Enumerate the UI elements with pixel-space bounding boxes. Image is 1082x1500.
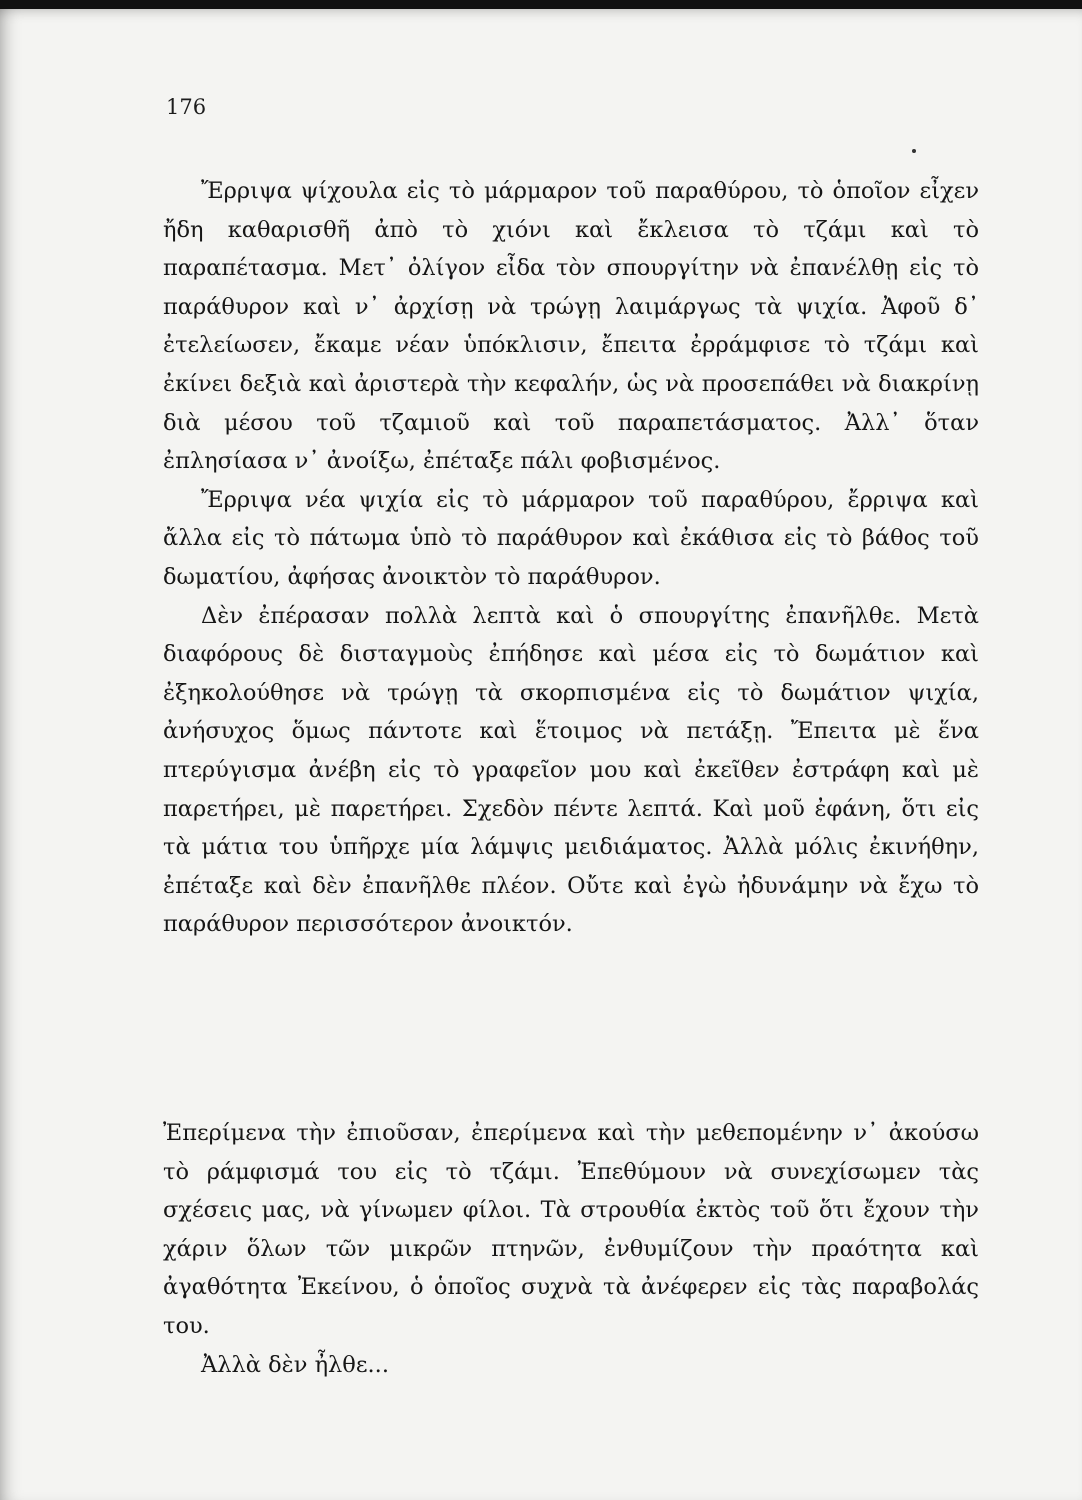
text-section-1 [163, 172, 979, 944]
page-number: 176 [166, 95, 207, 119]
paragraph: Δὲν ἐπέρασαν πολλὰ λεπτὰ καὶ ὁ σπουργίτης ἐπανῆλθε. Μετὰ διαφόρους δὲ δισταγμοὺς ἐπήδησε καὶ μέσα εἰς τὸ δωμάτιον καὶ ἐξηκολούθησε νὰ τρώγῃ τὰ σκορπισμένα εἰς τὸ δωμάτιον ψιχία, ἀνήσυχος ὅμως πάντοτε καὶ ἕτοιμος νὰ πετάξῃ. Ἔπειτα μὲ ἕνα πτερύγισμα ἀνέβη εἰς τὸ γραφεῖον μου καὶ ἐκεῖθεν ἐστράφη καὶ μὲ παρετήρει, μὲ παρετήρει. Σχεδὸν πέντε λεπτά. Καὶ μοῦ ἐφάνη, ὅτι εἰς τὰ μάτια του ὑπῆρχε μία λάμψις μειδιάματος. Ἀλλὰ μόλις ἐκινήθην, ἐπέταξε καὶ δὲν ἐπανῆλθε πλέον. Οὔτε καὶ ἐγὼ ἠδυνάμην νὰ ἔχω τὸ παράθυρον περισσότερον ἀνοικτόν. [163, 602, 979, 938]
paragraph: Ἐπερίμενα τὴν ἐπιοῦσαν, ἐπερίμενα καὶ τὴν μεθεπομένην ν᾽ ἀκούσω τὸ ράμφισμά του εἰς τὸ τζάμι. Ἐπεθύμουν νὰ συνεχίσωμεν τὰς σχέσεις μας, νὰ γίνωμεν φίλοι. Τὰ στρουθία ἐκτὸς τοῦ ὅτι ἔχουν τὴν χάριν ὅλων τῶν μικρῶν πτηνῶν, ἐνθυμίζουν τὴν πραότητα καὶ ἀγαθότητα Ἐκείνου, ὁ ὁποῖος συχνὰ τὰ ἀνέφερεν εἰς τὰς παραβολάς του. [163, 1120, 979, 1339]
scan-top-edge [0, 0, 1082, 9]
paragraph: Ἔρριψα νέα ψιχία εἰς τὸ μάρμαρον τοῦ παραθύρου, ἔρριψα καὶ ἄλλα εἰς τὸ πάτωμα ὑπὸ τὸ παράθυρον καὶ ἐκάθισα εἰς τὸ βάθος τοῦ δωματίου, ἀφήσας ἀνοικτὸν τὸ παράθυρον. [163, 486, 979, 590]
scan-speck [912, 149, 916, 153]
book-page [0, 9, 1082, 1500]
paragraph: Ἔρριψα ψίχουλα εἰς τὸ μάρμαρον τοῦ παραθύρου, τὸ ὁποῖον εἶχεν ἤδη καθαρισθῆ ἀπὸ τὸ χιόνι καὶ ἔκλεισα τὸ τζάμι καὶ τὸ παραπέτασμα. Μετ᾽ ὀλίγον εἶδα τὸν σπουργίτην νὰ ἐπανέλθῃ εἰς τὸ παράθυρον καὶ ν᾽ ἀρχίσῃ νὰ τρώγῃ λαιμάργως τὰ ψιχία. Ἀφοῦ δ᾽ ἐτελείωσεν, ἔκαμε νέαν ὑπόκλισιν, ἔπειτα ἐρράμφισε τὸ τζάμι καὶ ἐκίνει δεξιὰ καὶ ἀριστερὰ τὴν κεφαλήν, ὡς νὰ προσεπάθει νὰ διακρίνῃ διὰ μέσου τοῦ τζαμιοῦ καὶ τοῦ παραπετάσματος. Ἀλλ᾽ ὅταν ἐπλησίασα ν᾽ ἀνοίξω, ἐπέταξε πάλι φοβισμένος. [163, 178, 979, 475]
closing-line: Ἀλλὰ δὲν ἦλθε... [201, 1351, 389, 1378]
text-section-2 [163, 1114, 979, 1384]
